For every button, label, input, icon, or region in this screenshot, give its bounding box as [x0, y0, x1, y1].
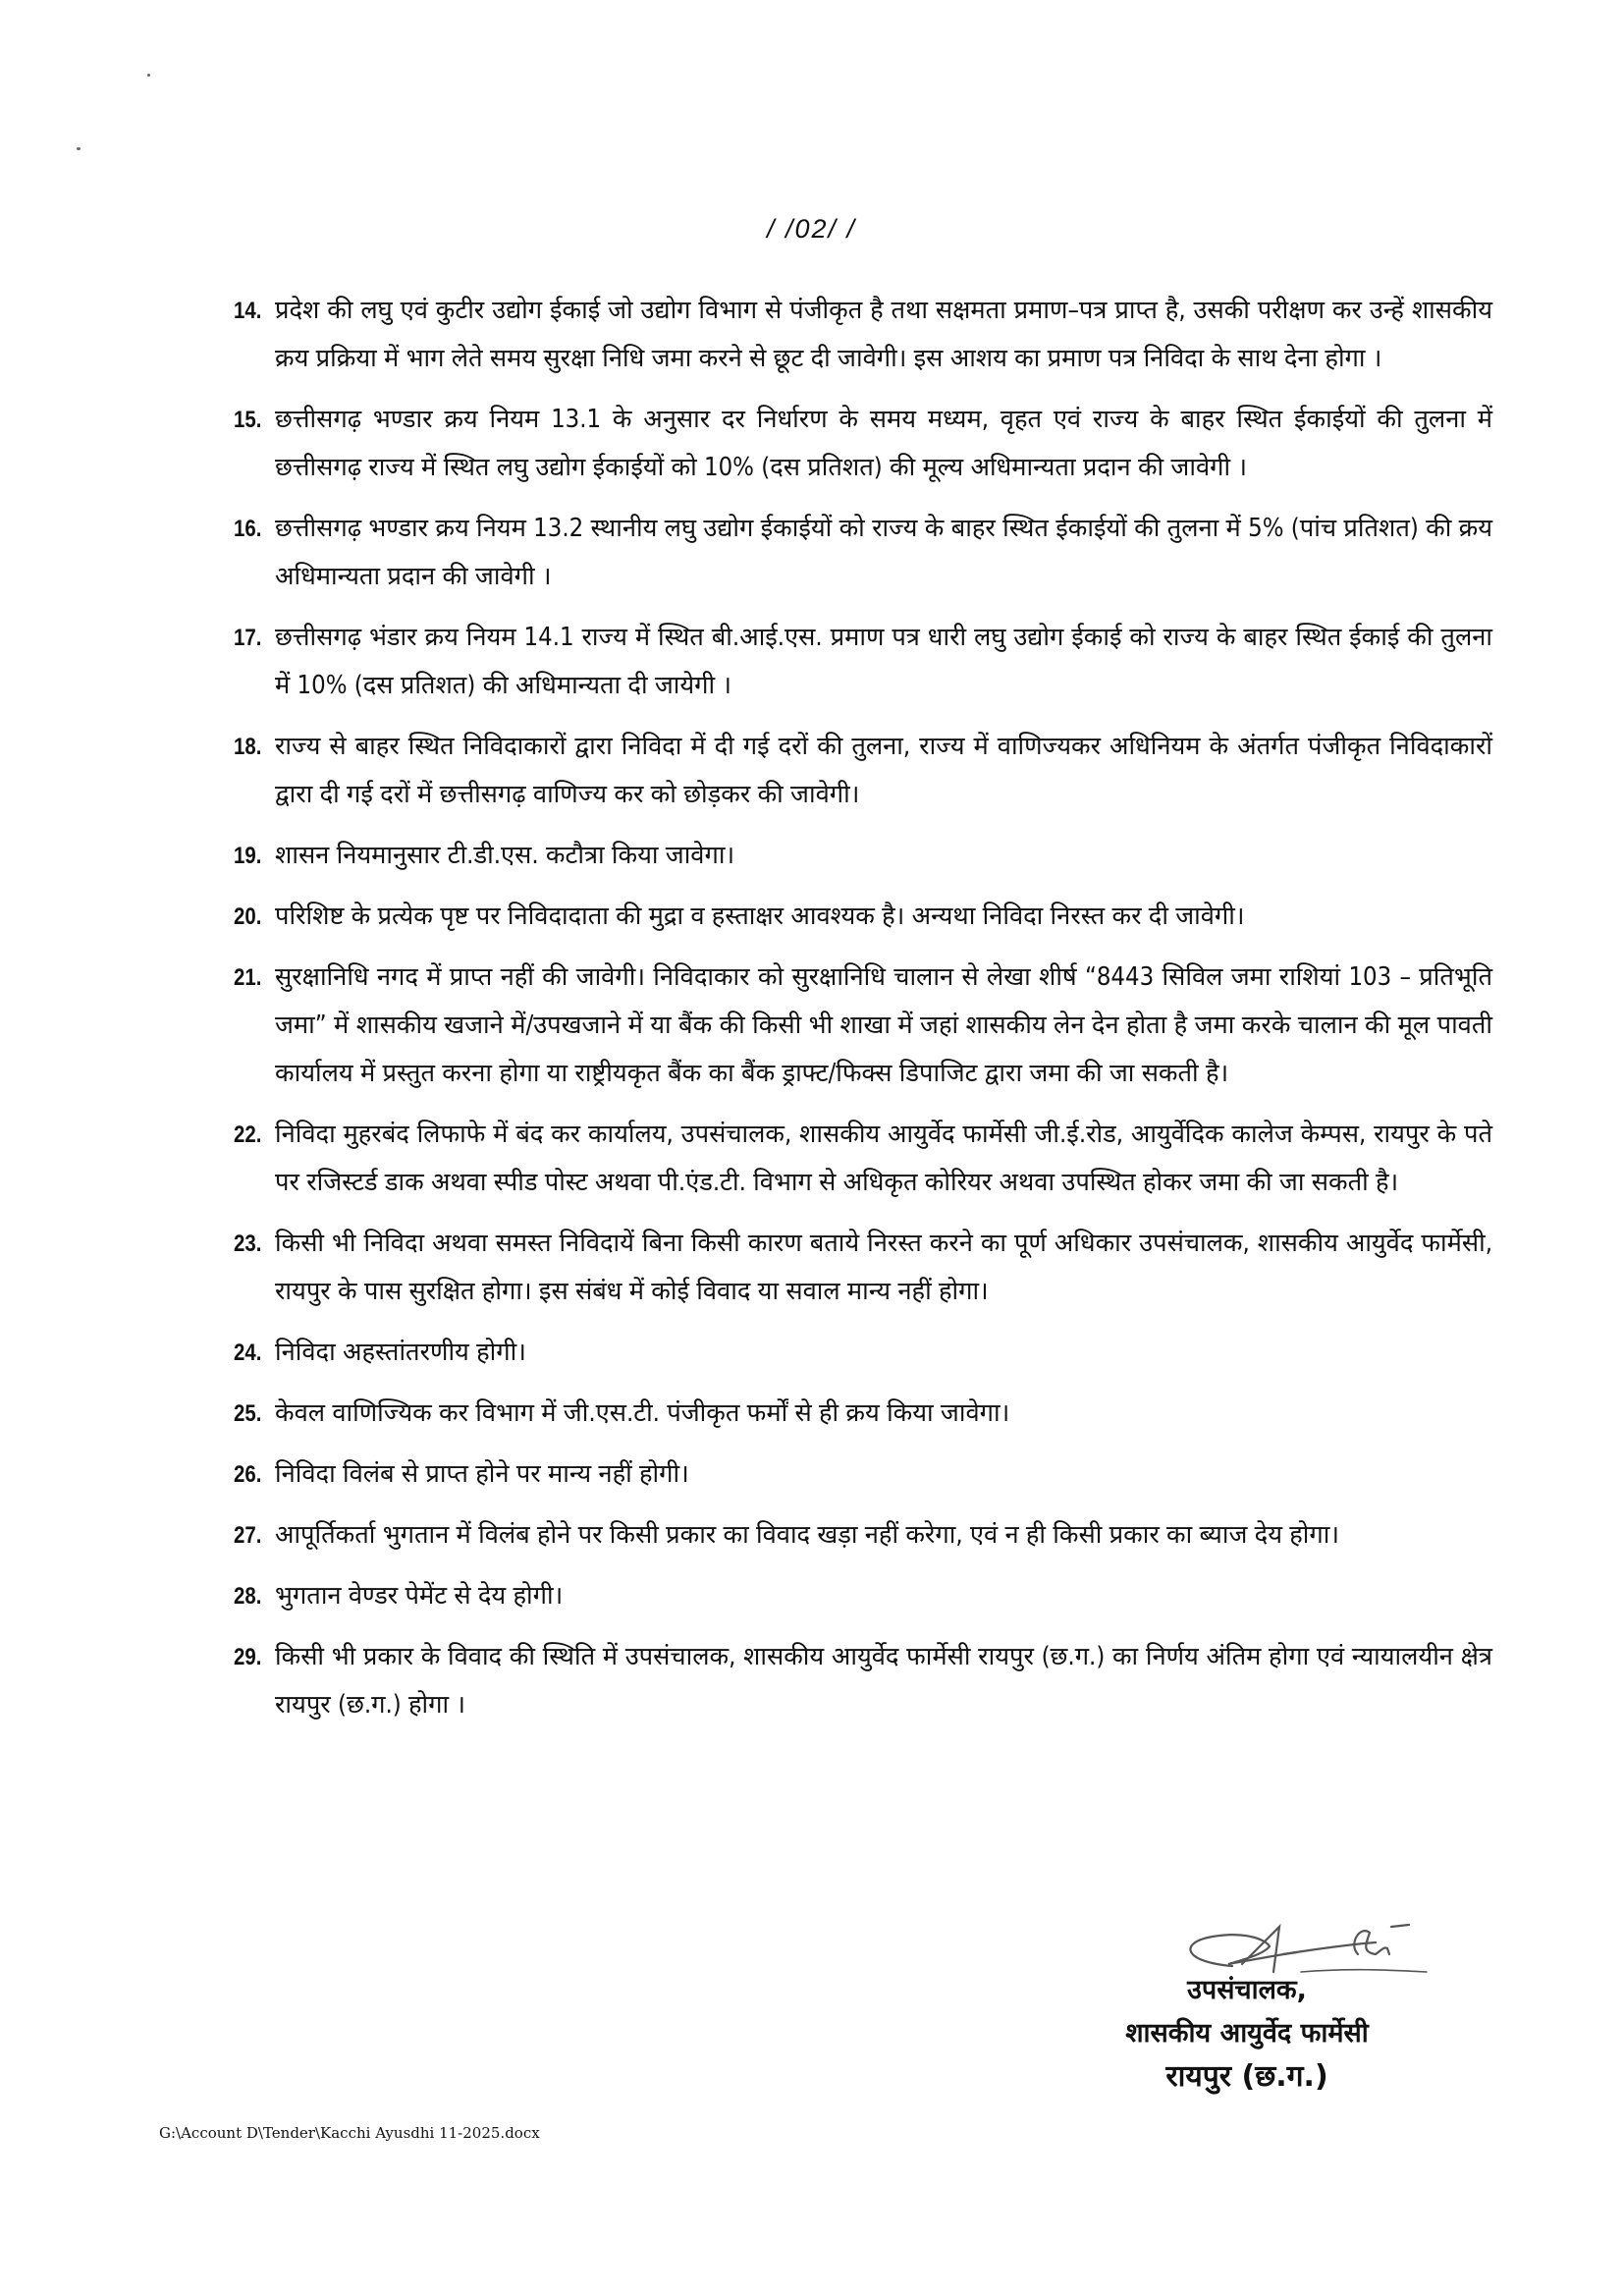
- clause-number: 25.: [234, 1400, 262, 1427]
- clause-item: [234, 893, 1492, 941]
- clause-number: 17.: [234, 625, 262, 651]
- clause-text: केवल वाणिज्यिक कर विभाग में जी.एस.टी. पंजीकृत फर्मों से ही क्रय किया जावेगा।: [275, 1398, 1010, 1428]
- clause-item: [234, 396, 1492, 492]
- clause-number: 23.: [234, 1230, 262, 1257]
- signatory-designation: उपसंचालक,: [1187, 1975, 1307, 2005]
- footer-file-path: G:\Account D\Tender\Kacchi Ayusdhi 11-2025.docx: [159, 2124, 540, 2142]
- clause-number: 28.: [234, 1583, 262, 1610]
- clause-item: [234, 1511, 1492, 1559]
- clause-item: [234, 1329, 1492, 1377]
- clause-number: 19.: [234, 843, 262, 869]
- clause-number: 20.: [234, 903, 262, 930]
- signatory-location: रायपुर (छ.ग.): [1165, 2059, 1328, 2094]
- clause-number: 27.: [234, 1522, 262, 1549]
- clause-item: [234, 1220, 1492, 1316]
- clause-text: शासन नियमानुसार टी.डी.एस. कटौत्रा किया जावेगा।: [275, 841, 735, 870]
- clause-item: [234, 723, 1492, 819]
- clause-text: भुगतान वेण्डर पेमेंट से देय होगी।: [275, 1581, 564, 1611]
- scan-speck: [147, 74, 150, 77]
- scan-speck: [77, 147, 81, 150]
- clause-number: 15.: [234, 407, 262, 433]
- clause-text: निविदा विलंब से प्राप्त होने पर मान्य नहीं होगी।: [275, 1459, 689, 1489]
- clause-text: निविदा मुहरबंद लिफाफे में बंद कर कार्यालय, उपसंचालक, शासकीय आयुर्वेद फार्मेसी जी.ई.रोड, आयुर्वेदिक कालेज केम्पस, रायपुर के पते पर रजिस्टर्ड डाक अथवा स्पीड पोस्ट अथवा पी.एंड.टी. विभाग से अधिकृत कोरियर अथवा उपस्थित होकर जमा की जा सकती है।: [275, 1120, 1492, 1197]
- clause-text: प्रदेश की लघु एवं कुटीर उद्योग ईकाई जो उद्योग विभाग से पंजीकृत है तथा सक्षमता प्रमाण–पत्र प्राप्त है, उसकी परीक्षण कर उन्हें शासकीय क्रय प्रक्रिया में भाग लेते समय सुरक्षा निधि जमा करने से छूट दी जावेगी। इस आशय का प्रमाण पत्र निविदा के साथ देना होगा ।: [275, 296, 1492, 373]
- clause-item: [234, 1633, 1492, 1729]
- clause-text: छत्तीसगढ़ भंडार क्रय नियम 14.1 राज्य में स्थित बी.आई.एस. प्रमाण पत्र धारी लघु उद्योग ईकाई को राज्य के बाहर स्थित ईकाई की तुलना में 10% (दस प्रतिशत) की अधिमान्यता दी जायेगी ।: [275, 623, 1492, 700]
- clause-item: [234, 1450, 1492, 1499]
- clause-text: छत्तीसगढ़ भण्डार क्रय नियम 13.2 स्थानीय लघु उद्योग ईकाईयों को राज्य के बाहर स्थित ईकाईयों की तुलना में 5% (पांच प्रतिशत) की क्रय अधिमान्यता प्रदान की जावेगी ।: [275, 514, 1492, 591]
- clause-item: [234, 287, 1492, 383]
- clause-number: 29.: [234, 1644, 262, 1670]
- handwritten-signature: [1173, 1915, 1429, 1974]
- clause-item: [234, 1572, 1492, 1620]
- clause-number: 18.: [234, 734, 262, 760]
- clause-text: आपूर्तिकर्ता भुगतान में विलंब होने पर किसी प्रकार का विवाद खड़ा नहीं करेगा, एवं न ही किसी प्रकार का ब्याज देय होगा।: [275, 1520, 1340, 1550]
- clause-text: छत्तीसगढ़ भण्डार क्रय नियम 13.1 के अनुसार दर निर्धारण के समय मध्यम, वृहत एवं राज्य के बाहर स्थित ईकाईयों की तुलना में छत्तीसगढ़ राज्य में स्थित लघु उद्योग ईकाईयों को 10% (दस प्रतिशत) की मूल्य अधिमान्यता प्रदान की जावेगी ।: [275, 405, 1492, 482]
- clause-number: 16.: [234, 516, 262, 542]
- clause-item: [234, 1390, 1492, 1438]
- clause-number: 26.: [234, 1461, 262, 1488]
- clause-text: किसी भी प्रकार के विवाद की स्थिति में उपसंचालक, शासकीय आयुर्वेद फार्मेसी रायपुर (छ.ग.) का निर्णय अंतिम होगा एवं न्यायालयीन क्षेत्र रायपुर (छ.ग.) होगा ।: [275, 1642, 1492, 1720]
- clause-item: [234, 1111, 1492, 1207]
- clause-number: 14.: [234, 298, 262, 324]
- clause-item: [234, 832, 1492, 880]
- clause-text: सुरक्षानिधि नगद में प्राप्त नहीं की जावेगी। निविदाकार को सुरक्षानिधि चालान से लेखा शीर्ष “8443 सिविल जमा राशियां 103 – प्रतिभूति जमा” में शासकीय खजाने में/उपखजाने में या बैंक की किसी भी शाखा में जहां शासकीय लेन देन होता है जमा करके चालान की मूल पावती कार्यालय में प्रस्तुत करना होगा या राष्ट्रीयकृत बैंक का बैंक ड्राफ्ट/फिक्स डिपाजिट द्वारा जमा की जा सकती है।: [275, 962, 1492, 1088]
- clause-number: 24.: [234, 1339, 262, 1366]
- clause-text: राज्य से बाहर स्थित निविदाकारों द्वारा निविदा में दी गई दरों की तुलना, राज्य में वाणिज्यकर अधिनियम के अंतर्गत पंजीकृत निविदाकारों द्वारा दी गई दरों में छत्तीसगढ़ वाणिज्य कर को छोड़कर की जावेगी।: [275, 732, 1492, 809]
- page-number: / /02/ /: [766, 214, 857, 244]
- clause-item: [234, 505, 1492, 601]
- clause-number: 21.: [234, 964, 262, 991]
- clause-text: निविदा अहस्तांतरणीय होगी।: [275, 1338, 526, 1367]
- clause-text: परिशिष्ट के प्रत्येक पृष्ट पर निविदादाता की मुद्रा व हस्ताक्षर आवश्यक है। अन्यथा निविदा निरस्त कर दी जावेगी।: [275, 902, 1245, 931]
- signatory-block: [1060, 1969, 1434, 2099]
- clause-item: [234, 614, 1492, 710]
- clause-number: 22.: [234, 1121, 262, 1148]
- clause-list: [234, 287, 1492, 1742]
- clause-item: [234, 954, 1492, 1098]
- clause-text: किसी भी निविदा अथवा समस्त निविदायें बिना किसी कारण बताये निरस्त करने का पूर्ण अधिकार उपसंचालक, शासकीय आयुर्वेद फार्मेसी, रायपुर के पास सुरक्षित होगा। इस संबंध में कोई विवाद या सवाल मान्य नहीं होगा।: [275, 1229, 1492, 1306]
- signatory-office: शासकीय आयुर्वेद फार्मेसी: [1125, 2018, 1369, 2049]
